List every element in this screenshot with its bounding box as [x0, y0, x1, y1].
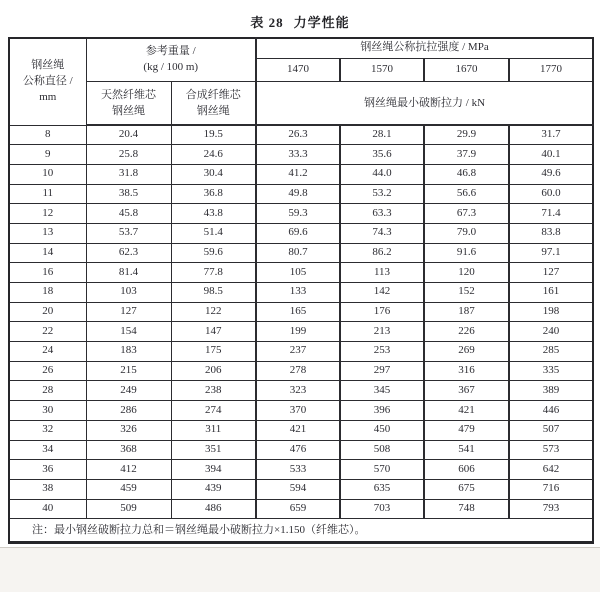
- table-cell: 187: [424, 302, 509, 322]
- header-natural-line2: 钢丝绳: [112, 104, 145, 117]
- table-cell: 703: [340, 499, 424, 519]
- table-cell: 147: [171, 322, 256, 342]
- table-row: [9, 204, 593, 224]
- table-cell: 69.6: [256, 223, 340, 243]
- table-cell: 38: [9, 479, 86, 499]
- table-row: [9, 361, 593, 381]
- table-cell: 30: [9, 401, 86, 421]
- table-cell: 249: [86, 381, 171, 401]
- table-cell: 18: [9, 283, 86, 303]
- table-cell: 659: [256, 499, 340, 519]
- table-cell: 9: [9, 145, 86, 165]
- header-weight-line2: (kg / 100 m): [143, 60, 199, 73]
- table-cell: 297: [340, 361, 424, 381]
- table-cell: 269: [424, 342, 509, 362]
- table-cell: 594: [256, 479, 340, 499]
- table-cell: 253: [340, 342, 424, 362]
- table-cell: 450: [340, 420, 424, 440]
- table-cell: 51.4: [171, 223, 256, 243]
- header-tensile-strength: 钢丝绳公称抗拉强度 / MPa: [256, 38, 593, 58]
- table-body: [9, 125, 593, 519]
- table-cell: 53.7: [86, 223, 171, 243]
- table-cell: 122: [171, 302, 256, 322]
- table-header: [9, 38, 593, 125]
- table-cell: 286: [86, 401, 171, 421]
- table-cell: 675: [424, 479, 509, 499]
- table-cell: 24.6: [171, 145, 256, 165]
- table-cell: 40.1: [509, 145, 593, 165]
- table-cell: 335: [509, 361, 593, 381]
- table-cell: 394: [171, 460, 256, 480]
- table-row: [9, 145, 593, 165]
- table-cell: 49.6: [509, 164, 593, 184]
- header-reference-weight: [86, 38, 256, 81]
- table-cell: 26.3: [256, 125, 340, 145]
- table-cell: 316: [424, 361, 509, 381]
- header-grade-1570: 1570: [340, 58, 424, 81]
- table-cell: 351: [171, 440, 256, 460]
- table-cell: 86.2: [340, 243, 424, 263]
- table-cell: 486: [171, 499, 256, 519]
- table-cell: 19.5: [171, 125, 256, 145]
- table-cell: 32: [9, 420, 86, 440]
- table-row: [9, 164, 593, 184]
- table-cell: 278: [256, 361, 340, 381]
- table-cell: 412: [86, 460, 171, 480]
- header-synthetic-line1: 合成纤维芯: [185, 88, 241, 101]
- table-cell: 716: [509, 479, 593, 499]
- table-cell: 41.2: [256, 164, 340, 184]
- table-cell: 198: [509, 302, 593, 322]
- table-cell: 152: [424, 283, 509, 303]
- table-cell: 345: [340, 381, 424, 401]
- table-cell: 24: [9, 342, 86, 362]
- table-cell: 199: [256, 322, 340, 342]
- table-title: [0, 12, 600, 31]
- table-cell: 748: [424, 499, 509, 519]
- table-cell: 28: [9, 381, 86, 401]
- table-cell: 81.4: [86, 263, 171, 283]
- table-cell: 533: [256, 460, 340, 480]
- table-cell: 49.8: [256, 184, 340, 204]
- table-cell: 10: [9, 164, 86, 184]
- table-cell: 541: [424, 440, 509, 460]
- table-cell: 40: [9, 499, 86, 519]
- table-cell: 507: [509, 420, 593, 440]
- table-row: [9, 479, 593, 499]
- table-cell: 161: [509, 283, 593, 303]
- table-title-number: 表 28: [250, 15, 284, 30]
- header-natural-fiber-core: [86, 81, 171, 125]
- table-cell: 97.1: [509, 243, 593, 263]
- table-cell: 165: [256, 302, 340, 322]
- header-diameter: [9, 38, 86, 125]
- table-cell: 508: [340, 440, 424, 460]
- table-cell: 215: [86, 361, 171, 381]
- table-cell: 29.9: [424, 125, 509, 145]
- table-row: [9, 263, 593, 283]
- table-cell: 368: [86, 440, 171, 460]
- table-row: [9, 322, 593, 342]
- table-cell: 91.6: [424, 243, 509, 263]
- table-cell: 476: [256, 440, 340, 460]
- header-synthetic-line2: 钢丝绳: [196, 104, 230, 117]
- table-footer: [9, 519, 593, 543]
- table-cell: 11: [9, 184, 86, 204]
- table-cell: 389: [509, 381, 593, 401]
- table-row: [9, 401, 593, 421]
- table-row: [9, 420, 593, 440]
- header-diameter-line1: 钢丝绳: [31, 58, 65, 71]
- table-cell: 26: [9, 361, 86, 381]
- table-row: [9, 460, 593, 480]
- table-cell: 573: [509, 440, 593, 460]
- table-cell: 459: [86, 479, 171, 499]
- table-cell: 62.3: [86, 243, 171, 263]
- table-row: [9, 125, 593, 145]
- header-min-breaking-force: 钢丝绳最小破断拉力 / kN: [256, 81, 593, 125]
- table-row: [9, 302, 593, 322]
- table-cell: 175: [171, 342, 256, 362]
- table-cell: 370: [256, 401, 340, 421]
- table-cell: 226: [424, 322, 509, 342]
- table-cell: 22: [9, 322, 86, 342]
- table-cell: 439: [171, 479, 256, 499]
- table-cell: 63.3: [340, 204, 424, 224]
- table-cell: 8: [9, 125, 86, 145]
- mechanical-properties-table: [8, 37, 594, 544]
- table-cell: 274: [171, 401, 256, 421]
- table-cell: 793: [509, 499, 593, 519]
- table-cell: 606: [424, 460, 509, 480]
- table-cell: 59.3: [256, 204, 340, 224]
- table-cell: 36: [9, 460, 86, 480]
- table-row: [9, 499, 593, 519]
- table-cell: 446: [509, 401, 593, 421]
- table-cell: 133: [256, 283, 340, 303]
- table-cell: 31.8: [86, 164, 171, 184]
- table-cell: 13: [9, 223, 86, 243]
- table-cell: 56.6: [424, 184, 509, 204]
- table-cell: 421: [256, 420, 340, 440]
- table-cell: 16: [9, 263, 86, 283]
- table-cell: 43.8: [171, 204, 256, 224]
- table-cell: 25.8: [86, 145, 171, 165]
- table-cell: 45.8: [86, 204, 171, 224]
- table-cell: 213: [340, 322, 424, 342]
- table-cell: 105: [256, 263, 340, 283]
- table-cell: 142: [340, 283, 424, 303]
- table-cell: 53.2: [340, 184, 424, 204]
- table-cell: 14: [9, 243, 86, 263]
- table-row: [9, 342, 593, 362]
- table-title-text: 力学性能: [293, 15, 350, 30]
- page-bottom-margin: [0, 547, 600, 592]
- table-cell: 642: [509, 460, 593, 480]
- table-cell: 20.4: [86, 125, 171, 145]
- table-cell: 367: [424, 381, 509, 401]
- table-cell: 20: [9, 302, 86, 322]
- table-cell: 34: [9, 440, 86, 460]
- table-cell: 77.8: [171, 263, 256, 283]
- table-cell: 311: [171, 420, 256, 440]
- table-cell: 44.0: [340, 164, 424, 184]
- table-cell: 176: [340, 302, 424, 322]
- table-cell: 421: [424, 401, 509, 421]
- table-row: [9, 223, 593, 243]
- table-cell: 285: [509, 342, 593, 362]
- table-cell: 74.3: [340, 223, 424, 243]
- table-cell: 120: [424, 263, 509, 283]
- table-cell: 127: [509, 263, 593, 283]
- table-cell: 38.5: [86, 184, 171, 204]
- table-cell: 98.5: [171, 283, 256, 303]
- header-grade-1770: 1770: [509, 58, 593, 81]
- table-cell: 183: [86, 342, 171, 362]
- table-cell: 237: [256, 342, 340, 362]
- table-cell: 127: [86, 302, 171, 322]
- table-note: 注：最小钢丝破断拉力总和＝钢丝绳最小破断拉力×1.150（纤维芯）。: [9, 519, 593, 543]
- header-natural-line1: 天然纤维芯: [101, 88, 156, 101]
- table-row: [9, 283, 593, 303]
- table-cell: 60.0: [509, 184, 593, 204]
- header-grade-1670: 1670: [424, 58, 509, 81]
- table-cell: 326: [86, 420, 171, 440]
- table-cell: 67.3: [424, 204, 509, 224]
- table-row: [9, 440, 593, 460]
- table-cell: 79.0: [424, 223, 509, 243]
- header-diameter-line3: mm: [39, 90, 57, 103]
- table-cell: 59.6: [171, 243, 256, 263]
- header-synthetic-fiber-core: [171, 81, 256, 125]
- table-cell: 154: [86, 322, 171, 342]
- table-cell: 509: [86, 499, 171, 519]
- table-cell: 46.8: [424, 164, 509, 184]
- table-cell: 323: [256, 381, 340, 401]
- table-cell: 33.3: [256, 145, 340, 165]
- header-grade-1470: 1470: [256, 58, 340, 81]
- table-cell: 83.8: [509, 223, 593, 243]
- table-cell: 635: [340, 479, 424, 499]
- table-row: [9, 381, 593, 401]
- table-cell: 37.9: [424, 145, 509, 165]
- table-cell: 103: [86, 283, 171, 303]
- table-cell: 12: [9, 204, 86, 224]
- table-cell: 28.1: [340, 125, 424, 145]
- table-cell: 71.4: [509, 204, 593, 224]
- header-weight-line1: 参考重量 /: [145, 44, 196, 57]
- table-cell: 240: [509, 322, 593, 342]
- table-cell: 31.7: [509, 125, 593, 145]
- table-cell: 479: [424, 420, 509, 440]
- table-cell: 113: [340, 263, 424, 283]
- table-cell: 396: [340, 401, 424, 421]
- table-cell: 238: [171, 381, 256, 401]
- header-diameter-line2: 公称直径 /: [22, 74, 73, 87]
- table-cell: 80.7: [256, 243, 340, 263]
- table-row: [9, 184, 593, 204]
- table-cell: 206: [171, 361, 256, 381]
- table-cell: 570: [340, 460, 424, 480]
- table-row: [9, 243, 593, 263]
- table-cell: 30.4: [171, 164, 256, 184]
- table-cell: 35.6: [340, 145, 424, 165]
- table-cell: 36.8: [171, 184, 256, 204]
